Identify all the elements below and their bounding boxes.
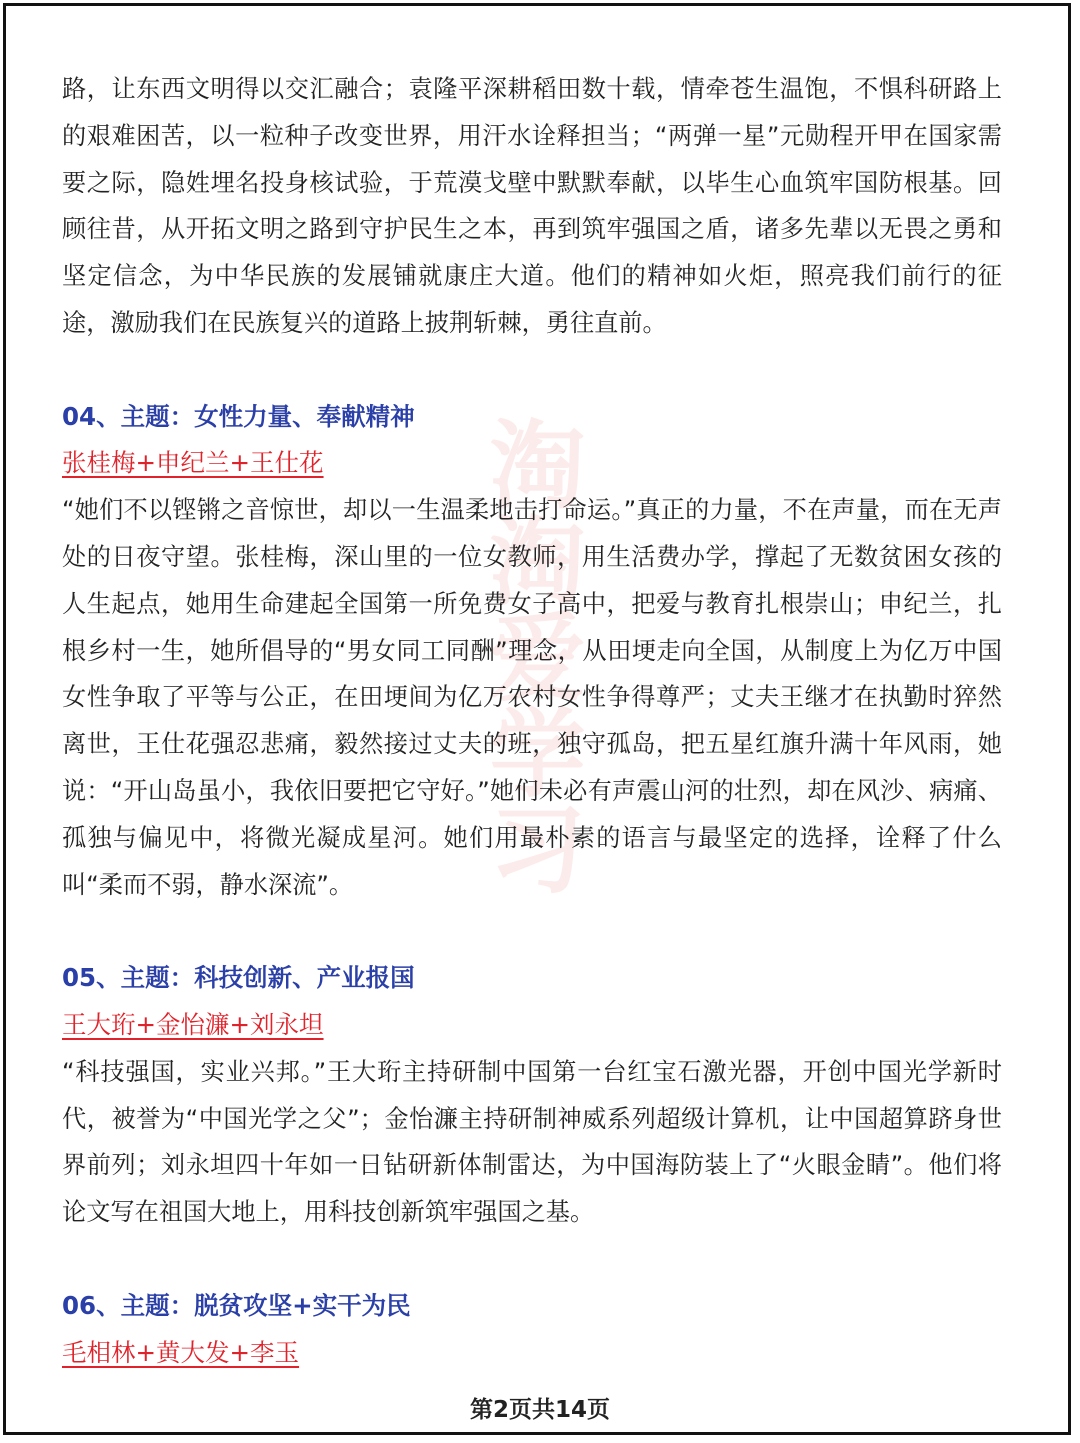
page-number: 第2页共14页 [469,1397,610,1423]
section-names: 王大珩+金怡濂+刘永坦 [62,1009,324,1039]
section-body: “科技强国，实业兴邦。”王大珩主持研制中国第一台红宝石激光器，开创中国光学新时代，被誉为“中国光学之父”；金怡濂主持研制神威系列超级计算机，让中国超算跻身世界前列；刘永坦四十年如一日钻研新体制雷达，为中国海防装上了“火眼金睛”。他们将论文写在祖国大地上，用科技创新筑牢强国之基。 [62,1057,1002,1227]
intro-paragraph: 路，让东西文明得以交汇融合；袁隆平深耕稻田数十载，情牵苍生温饱，不惧科研路上的艰难困苦，以一粒种子改变世界，用汗水诠释担当；“两弹一星”元勋程开甲在国家需要之际，隐姓埋名投身核试验，于荒漠戈壁中默默奉献，以毕生心血筑牢国防根基。回顾往昔，从开拓文明之路到守护民生之本，再到筑牢强国之盾，诸多先辈以无畏之勇和坚定信念，为中华民族的发展铺就康庄大道。他们的精神如火炬，照亮我们前行的征途，激励我们在民族复兴的道路上披荆斩棘，勇往直前。 [62,75,1002,337]
document-body [62,66,1002,1376]
section-heading: 06、主题：脱贫攻坚+实干为民 [62,1290,411,1320]
section-heading: 04、主题：女性力量、奉献精神 [62,401,415,431]
section-06 [62,1283,1002,1377]
watermark: 淘淘爱学习 [474,415,586,895]
section-heading: 05、主题：科技创新、产业报国 [62,963,415,993]
section-05 [62,955,1002,1236]
section-04 [62,394,1002,909]
section-names: 毛相林+黄大发+李玉 [62,1337,300,1367]
section-body: “她们不以铿锵之音惊世，却以一生温柔地击打命运。”真正的力量，不在声量，而在无声处的日夜守望。张桂梅，深山里的一位女教师，用生活费办学，撑起了无数贫困女孩的人生起点，她用生命建起全国第一所免费女子高中，把爱与教育扎根崇山；申纪兰，扎根乡村一生，她所倡导的“男女同工同酬”理念，从田埂走向全国，从制度上为亿万中国女性争取了平等与公正，在田埂间为亿万农村女性争得尊严；丈夫王继才在执勤时猝然离世，王仕花强忍悲痛，毅然接过丈夫的班，独守孤岛，把五星红旗升满十年风雨，她说：“开山岛虽小，我依旧要把它守好。”她们未必有声震山河的壮烈，却在风沙、病痛、孤独与偏见中，将微光凝成星河。她们用最朴素的语言与最坚定的选择，诠释了什么叫“柔而不弱，静水深流”。 [62,496,1002,899]
section-names: 张桂梅+申纪兰+王仕花 [62,448,324,478]
